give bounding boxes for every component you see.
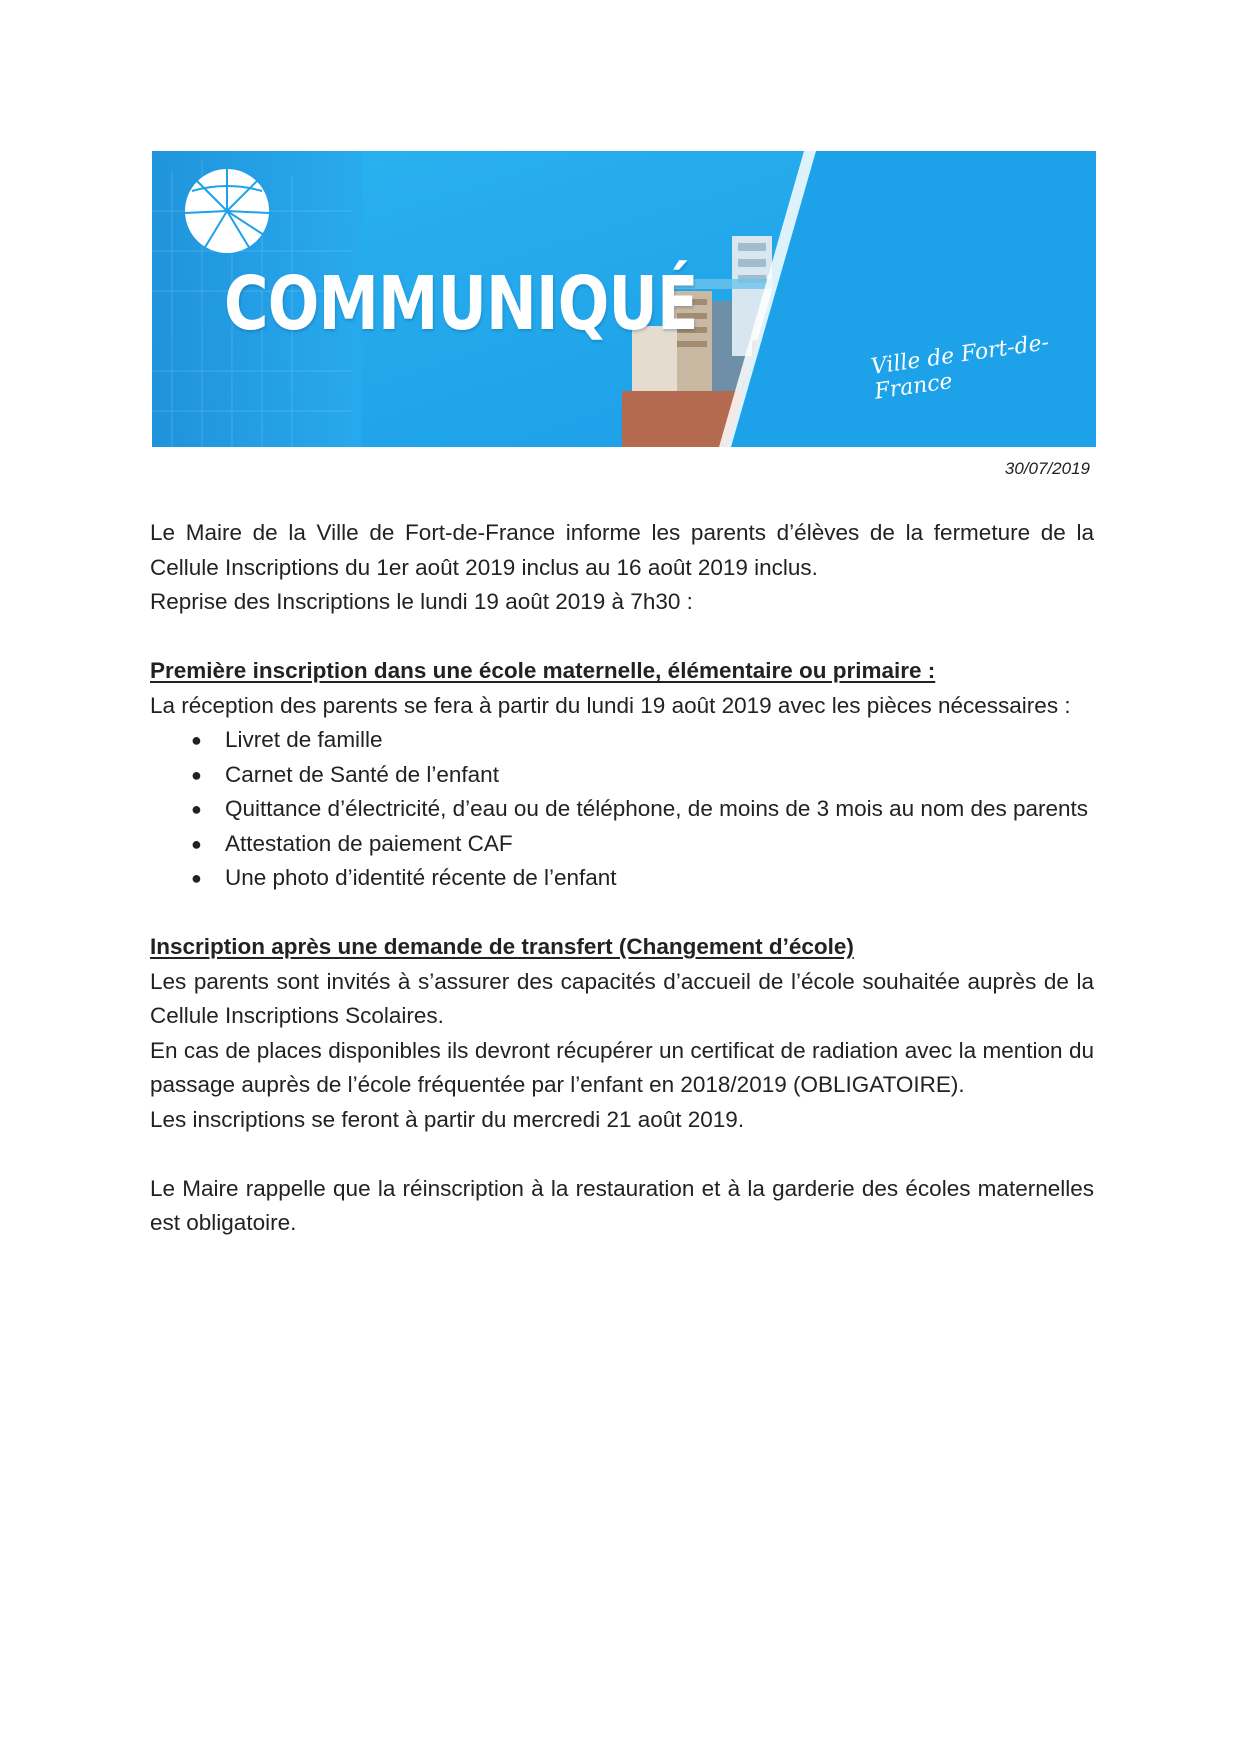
- communique-banner: [152, 151, 1096, 447]
- city-signature: Ville de Fort-de-France: [869, 330, 1051, 405]
- document-body: [150, 516, 1094, 1241]
- section2-text3: Les inscriptions se feront à partir du mercredi 21 août 2019.: [150, 1106, 745, 1132]
- section2-heading: Inscription après une demande de transfert (Changement d’école): [150, 934, 854, 959]
- section1-heading: Première inscription dans une école maternelle, élémentaire ou primaire :: [150, 658, 936, 683]
- section2-text2: En cas de places disponibles ils devront récupérer un certificat de radiation avec la mention du passage auprès de l’école fréquentée par l’enfant en 2018/2019 (OBLIGATOIRE).: [150, 1037, 1094, 1097]
- list-item: ● Livret de famille: [150, 723, 1094, 758]
- city-logo-icon: [152, 151, 302, 291]
- closing-paragraph: Le Maire rappelle que la réinscription à la restauration et à la garderie des écoles maternelles est obligatoire.: [150, 1175, 1094, 1235]
- section1-text: La réception des parents se fera à partir du lundi 19 août 2019 avec les pièces nécessaires :: [150, 692, 1071, 718]
- document-date: 30/07/2019: [1004, 459, 1090, 478]
- intro-resume: Reprise des Inscriptions le lundi 19 août 2019 à 7h30 :: [150, 589, 693, 614]
- list-item: ● Quittance d’électricité, d’eau ou de téléphone, de moins de 3 mois au nom des parents: [150, 792, 1094, 827]
- bullet-icon: ●: [191, 730, 202, 750]
- bullet-icon: ●: [191, 764, 202, 785]
- required-documents-list: [150, 723, 1094, 896]
- list-item: ● Une photo d’identité récente de l’enfant: [150, 861, 1094, 896]
- bullet-icon: ●: [191, 833, 202, 854]
- list-item: ● Attestation de paiement CAF: [150, 827, 1094, 862]
- banner-title: COMMUNIQUÉ: [224, 261, 698, 347]
- bullet-icon: ●: [191, 868, 202, 888]
- section2-text1: Les parents sont invités à s’assurer des capacités d’accueil de l’école souhaitée auprès de la Cellule Inscriptions Scolaires.: [150, 968, 1094, 1028]
- bullet-icon: ●: [191, 799, 202, 819]
- list-item: ● Carnet de Santé de l’enfant: [150, 758, 1094, 793]
- intro-paragraph: Le Maire de la Ville de Fort-de-France informe les parents d’élèves de la fermeture de la Cellule Inscriptions du 1er août 2019 inclus au 16 août 2019 inclus.: [150, 520, 1094, 580]
